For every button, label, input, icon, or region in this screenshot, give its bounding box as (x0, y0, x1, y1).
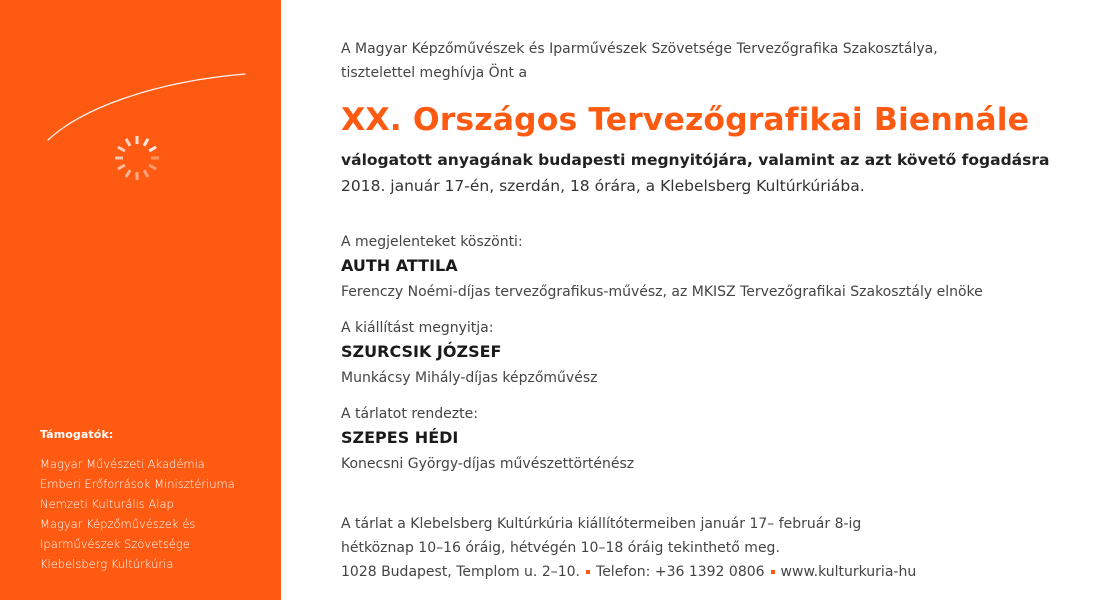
speaker-role: A tárlatot rendezte: (341, 406, 478, 422)
spinner-arc-logo-icon (0, 0, 281, 260)
separator-square-icon (771, 570, 775, 574)
sponsor-item: Iparművészek Szövetsége (40, 537, 190, 551)
event-subtitle: válogatott anyagának budapesti megnyitójára, valamint az azt követő fogadásra (341, 151, 1050, 169)
sponsor-item: Nemzeti Kulturális Alap (40, 497, 174, 511)
separator-square-icon (586, 570, 590, 574)
spinner-tick (126, 139, 130, 146)
sidebar-panel (0, 0, 281, 600)
contact-line (341, 560, 916, 584)
footer-line: hétköznap 10–16 óráig, hétvégén 10–18 óráig tekinthető meg. (341, 540, 780, 556)
spinner-tick (126, 170, 130, 177)
sponsors-block (40, 428, 235, 574)
sponsor-item: Emberi Erőforrások Minisztériuma (40, 477, 235, 491)
spinner-tick (144, 139, 148, 146)
footer-info (341, 512, 916, 584)
spinner-tick (149, 147, 156, 151)
intro-line: tisztelettel meghívja Önt a (341, 65, 528, 81)
phone-text: Telefon: +36 1392 0806 (596, 564, 765, 580)
spinner-tick (118, 147, 125, 151)
speaker-desc: Ferenczy Noémi-díjas tervezőgrafikus-művész, az MKISZ Tervezőgrafikai Szakosztály elnöke (341, 284, 983, 300)
event-date: 2018. január 17-én, szerdán, 18 órára, a Klebelsberg Kultúrkúriába. (341, 177, 865, 195)
website-text: www.kulturkuria-hu (780, 564, 917, 580)
footer-line: A tárlat a Klebelsberg Kultúrkúria kiállítótermeiben január 17– február 8-ig (341, 516, 862, 532)
speaker-block (341, 404, 634, 475)
address-text: 1028 Budapest, Templom u. 2–10. (341, 564, 581, 580)
speaker-role: A kiállítást megnyitja: (341, 320, 494, 336)
intro-text (341, 37, 938, 85)
spinner-tick (144, 170, 148, 177)
speaker-block (341, 232, 983, 303)
sponsor-item: Magyar Művészeti Akadémia (40, 457, 205, 471)
speaker-block (341, 318, 597, 389)
spinner-tick (149, 165, 156, 169)
sponsor-list (40, 454, 235, 574)
speaker-name: SZURCSIK JÓZSEF (341, 342, 502, 361)
speaker-desc: Munkácsy Mihály-díjas képzőművész (341, 370, 598, 386)
sponsors-heading: Támogatók: (40, 428, 114, 441)
event-title: XX. Országos Tervezőgrafikai Biennále (341, 102, 1030, 138)
speaker-desc: Konecsni György-díjas művészettörténész (341, 456, 635, 472)
speaker-name: SZEPES HÉDI (341, 428, 459, 447)
spinner-tick (118, 165, 125, 169)
speaker-role: A megjelenteket köszönti: (341, 234, 523, 250)
sponsor-item: Magyar Képzőművészek és (40, 517, 196, 531)
intro-line: A Magyar Képzőművészek és Iparművészek Szövetsége Tervezőgrafika Szakosztálya, (341, 41, 938, 57)
sponsor-item: Klebelsberg Kultúrkúria (40, 557, 174, 571)
speaker-name: AUTH ATTILA (341, 256, 458, 275)
